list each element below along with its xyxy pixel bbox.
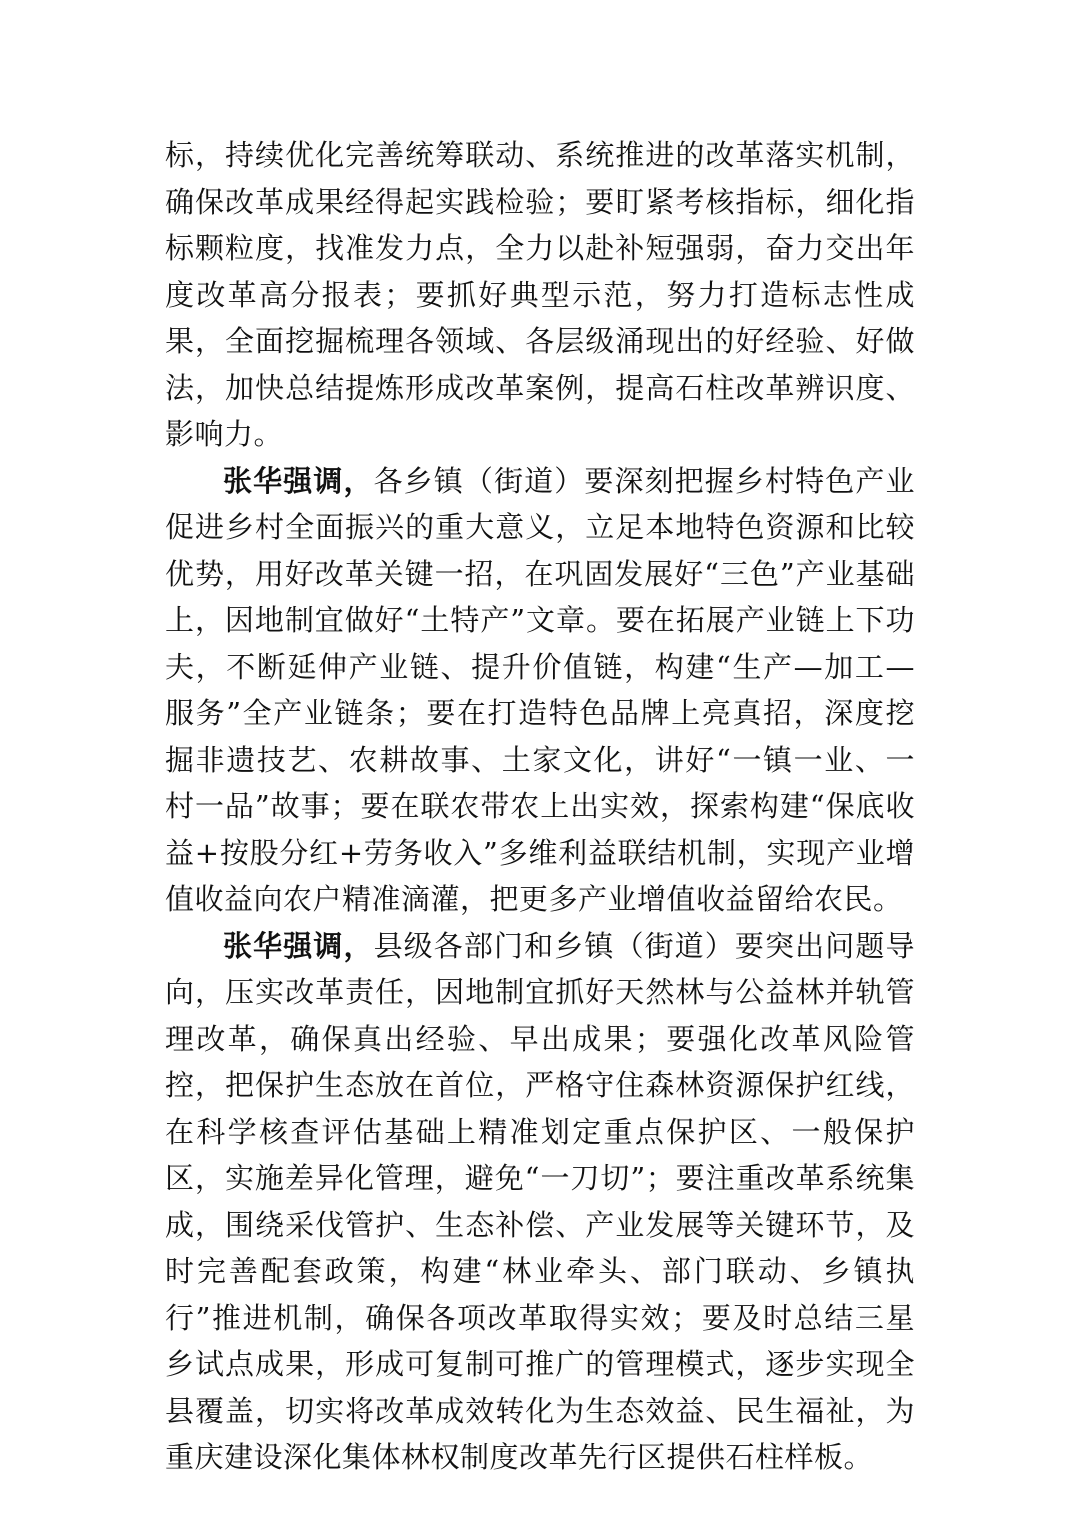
paragraph-rural-industry (165, 458, 915, 923)
paragraph-text: 各乡镇（街道）要深刻把握乡村特色产业促进乡村全面振兴的重大意义，立足本地特色资源和比较优势，用好改革关键一招，在巩固发展好“三色”产业基础上，因地制宜做好“土特产”文章。要在拓展产业链上下功夫，不断延伸产业链、提升价值链，构建“生产—加工—服务”全产业链条；要在打造特色品牌上亮真招，深度挖掘非遗技艺、农耕故事、土家文化，讲好“一镇一业、一村一品”故事；要在联农带农上出实效，探索构建“保底收益+按股分红+劳务收入”多维利益联结机制，实现产业增值收益向农户精准滴灌，把更多产业增值收益留给农民。 (165, 463, 915, 916)
paragraph-text: 标，持续优化完善统筹联动、系统推进的改革落实机制，确保改革成果经得起实践检验；要盯紧考核指标，细化指标颗粒度，找准发力点，全力以赴补短强弱，奋力交出年度改革高分报表；要抓好典型示范，努力打造标志性成果，全面挖掘梳理各领域、各层级涌现出的好经验、好做法，加快总结提炼形成改革案例，提高石柱改革辨识度、影响力。 (165, 138, 915, 451)
paragraph-lead: 张华强调， (223, 463, 374, 498)
document-body (165, 132, 915, 1481)
paragraph-forest-reform (165, 923, 915, 1481)
paragraph-continuation (165, 132, 915, 458)
paragraph-lead: 张华强调， (223, 928, 374, 963)
paragraph-text: 县级各部门和乡镇（街道）要突出问题导向，压实改革责任，因地制宜抓好天然林与公益林并轨管理改革，确保真出经验、早出成果；要强化改革风险管控，把保护生态放在首位，严格守住森林资源保护红线，在科学核查评估基础上精准划定重点保护区、一般保护区，实施差异化管理，避免“一刀切”；要注重改革系统集成，围绕采伐管护、生态补偿、产业发展等关键环节，及时完善配套政策，构建“林业牵头、部门联动、乡镇执行”推进机制，确保各项改革取得实效；要及时总结三星乡试点成果，形成可复制可推广的管理模式，逐步实现全县覆盖，切实将改革成效转化为生态效益、民生福祉，为重庆建设深化集体林权制度改革先行区提供石柱样板。 (165, 928, 915, 1474)
